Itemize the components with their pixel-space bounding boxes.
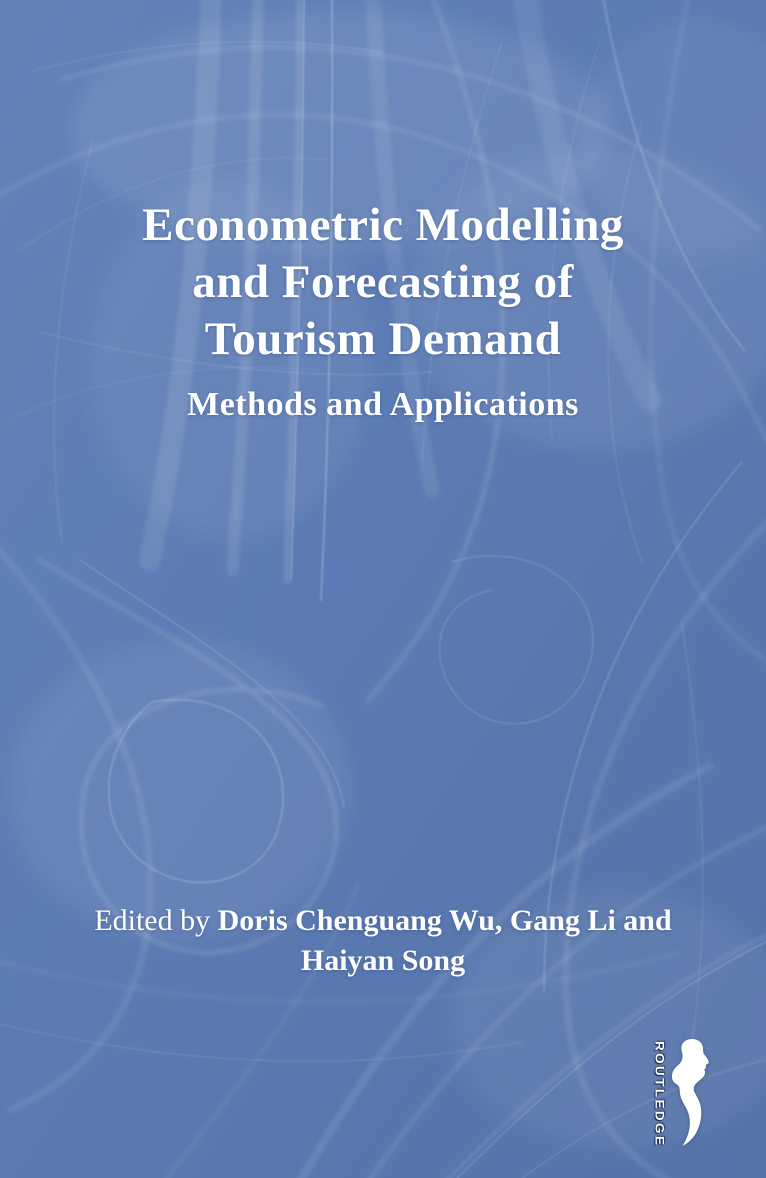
book-title-line-2: and Forecasting of (192, 256, 574, 308)
book-title-line-3: Tourism Demand (204, 313, 562, 365)
book-subtitle: Methods and Applications (187, 386, 579, 423)
editor-names: Doris Chenguang Wu, Gang Li and Haiyan Song (217, 904, 672, 977)
publisher-name: ROUTLEDGE (652, 1041, 667, 1148)
routledge-r-face-icon (669, 1038, 713, 1148)
routledge-logo (652, 1038, 713, 1148)
editors-line (0, 901, 766, 981)
title-block (0, 197, 766, 425)
book-title-line-1: Econometric Modelling (142, 199, 624, 251)
edited-by-label: Edited by (94, 904, 218, 937)
